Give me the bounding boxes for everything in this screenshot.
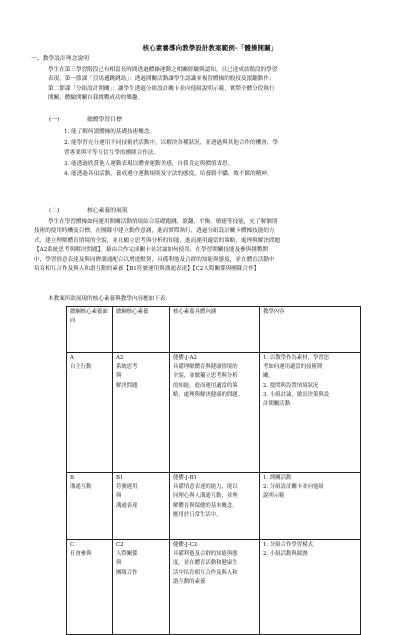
subheading-goals: [49, 116, 122, 125]
subheading-title: 核心素養的展現: [87, 208, 128, 214]
subheading-label: (一): [49, 117, 60, 123]
competency-item-cell: [113, 473, 170, 540]
item-code: B1: [116, 475, 124, 481]
teaching-line: 1. 分組合作學習模式: [263, 542, 313, 548]
header-cell: 總綱核心素養面向: [67, 307, 113, 353]
teaching-line: 關。: [263, 373, 274, 380]
design-philosophy-paragraph: [48, 66, 277, 104]
section-heading: 一、教學設計理念說明: [31, 56, 89, 62]
dimension-cell: [67, 540, 113, 635]
content-line: 全貌，並做獨立思考與分析: [173, 373, 238, 380]
paragraph-line: 【A2系統思考與解決問題】。藉由合作完成關卡並討論如何使用，在學習開關技能及參與挑戰開: [34, 247, 269, 254]
paragraph-line: 技術的使用時機及目標，在團隊中建立動作意涵，進而實際執行，透過分組設計關卡體操技能的方: [34, 228, 275, 235]
dimension-code: B: [70, 475, 74, 481]
header-cell: 核心素養具體內涵: [170, 307, 260, 353]
competency-item-cell: [113, 540, 170, 635]
competency-item-cell: [113, 353, 170, 473]
item-name-line: 解決問題: [116, 382, 138, 389]
paragraph-line: 學生在第三學習階段已有相當長時間透過體操運動之相關經驗與認知，且已達成該階段的學習: [48, 67, 278, 73]
subheading-label: (二): [49, 208, 60, 214]
goal-item: 3. 能透過欣賞他人運動表現以體會運動美感，自我肯定與價值省思。: [64, 160, 234, 167]
content-code: 健體-J-B1: [173, 475, 197, 481]
paragraph-line: 第二節課「分組設計開關」：讓學生透過分組設計關卡並向他組說明示範，實際全體分段執行: [48, 85, 275, 92]
teaching-cell: [260, 473, 361, 540]
item-name-line: 溝通表達: [116, 502, 138, 509]
teaching-line: 2. 提問與設置情境狀況: [263, 382, 319, 389]
goal-item: 4. 能透過各項活動，養成遵守運動規則及守法的態度，培養勝不驕、敗不餒的精神。: [64, 171, 273, 178]
item-code: A2: [116, 355, 124, 361]
teaching-line: 1. 開關活動: [263, 475, 292, 481]
paragraph-line: 學生在學習體操如何運用開關活動情境結合基礎跑跳、滾翻、平衡、敏捷等技能，充了解個別: [48, 219, 278, 225]
table-row: [67, 473, 361, 540]
header-cell: 教學內容: [260, 307, 361, 353]
goals-list: [64, 127, 278, 180]
paragraph-line: 中，學習情意表達及與同儕溝通配合以增進默契，具備利他及合群的知能與態度，並在體育活動中: [34, 256, 275, 263]
core-competency-table: [66, 306, 361, 635]
teaching-line: 說明示範: [263, 493, 285, 500]
content-line: 解體育與保健的基本概念，: [173, 502, 238, 509]
content-line: 同理心與人溝通互動，並理: [173, 493, 238, 500]
content-line: 度，並在體育活動和健康生: [173, 560, 238, 567]
teaching-line: 3. 小組討論，做出決策與設: [263, 391, 330, 398]
content-line: 具備情意表達的能力，能以: [173, 484, 238, 491]
paragraph-line: 表現。第一節課「亞馬遜跳跳島」：透過開關活動讓學生認識並複習體操的般技及滾翻動作；: [48, 76, 275, 83]
dimension-cell: [67, 473, 113, 540]
item-name-line: 符號運用: [116, 484, 138, 491]
teaching-line: 計開關活動: [263, 401, 290, 408]
teaching-line: 1. 以教學作為素材，學習思: [263, 355, 330, 361]
table-intro: 本教案所欲展現的核心素養與教學內容應如下表：: [48, 296, 172, 302]
content-line: 具備理解體育與健康情境的: [173, 364, 238, 371]
header-cell: 總綱核心素養: [113, 307, 170, 353]
table-row: [67, 353, 361, 473]
item-code: C2: [116, 542, 124, 548]
content-cell: [170, 473, 260, 540]
content-line: 活中培育相互合作及與人和: [173, 569, 238, 576]
dimension-name: 溝通互動: [70, 484, 92, 491]
goal-item: 1. 能了解何謂體操的基礎技術概念。: [64, 129, 156, 135]
page-title: 核心素養導向教學設計教案範例-「體操開關」: [142, 44, 278, 52]
subheading-competency: [49, 207, 128, 216]
content-line: 具備利他及合群的知能與態: [173, 551, 238, 558]
item-name-line: 與: [116, 493, 122, 500]
goal-item: 2. 能學習充分運用不同技術於活動中，以解決各種狀況，並透過與其他合作的機會，學: [64, 139, 279, 146]
subheading-title: 總體學習目標: [87, 117, 122, 123]
content-code: 健體-J-C2: [173, 542, 198, 548]
content-cell: [170, 540, 260, 635]
item-name-line: 與: [116, 560, 122, 567]
content-code: 健體-J-A2: [173, 355, 197, 361]
paragraph-line: 開關，體驗開關自我挑戰成功的樂趣。: [48, 95, 144, 102]
dimension-code: C: [70, 542, 75, 548]
dimension-code: A: [70, 355, 74, 361]
paragraph-line: 培育相互合作及與人和諧互動的素養【B1符號運用與溝通表達】【C2人際關係與團隊合作】: [34, 266, 260, 273]
content-line: 略，處理與解決健康的問題。: [173, 391, 244, 398]
dimension-name: 自主行動: [70, 364, 92, 371]
table-header-row: [67, 307, 361, 353]
content-line: 諧互動的素養: [173, 578, 206, 585]
item-name-line: 團隊合作: [116, 569, 138, 576]
dimension-name: 社會參與: [70, 551, 92, 558]
teaching-line: 2. 分組設計關卡並向他組: [263, 484, 324, 491]
teaching-cell: [260, 540, 361, 635]
teaching-cell: [260, 353, 361, 473]
content-line: 應用於日常生活中。: [173, 511, 222, 518]
teaching-line: 2. 小組活動與競賽: [263, 551, 308, 558]
content-line: 的知能，進而運用適當的策: [173, 382, 238, 389]
dimension-cell: [67, 353, 113, 473]
content-cell: [170, 353, 260, 473]
item-name-line: 人際關係: [116, 551, 138, 558]
goal-item: 習專業與平等互信互學的團隊合作法。: [64, 150, 160, 157]
paragraph-line: 式，建立理解體育情境的全貌，並且願立思考與分析的知能，進而運用適當的策略，處理與解決問題: [34, 237, 281, 244]
competency-paragraph: [34, 218, 280, 274]
teaching-line: 考如何運用適當的技術開: [263, 364, 323, 371]
item-name-line: 系統思考: [116, 364, 138, 371]
item-name-line: 與: [116, 373, 122, 380]
table-row: [67, 540, 361, 635]
